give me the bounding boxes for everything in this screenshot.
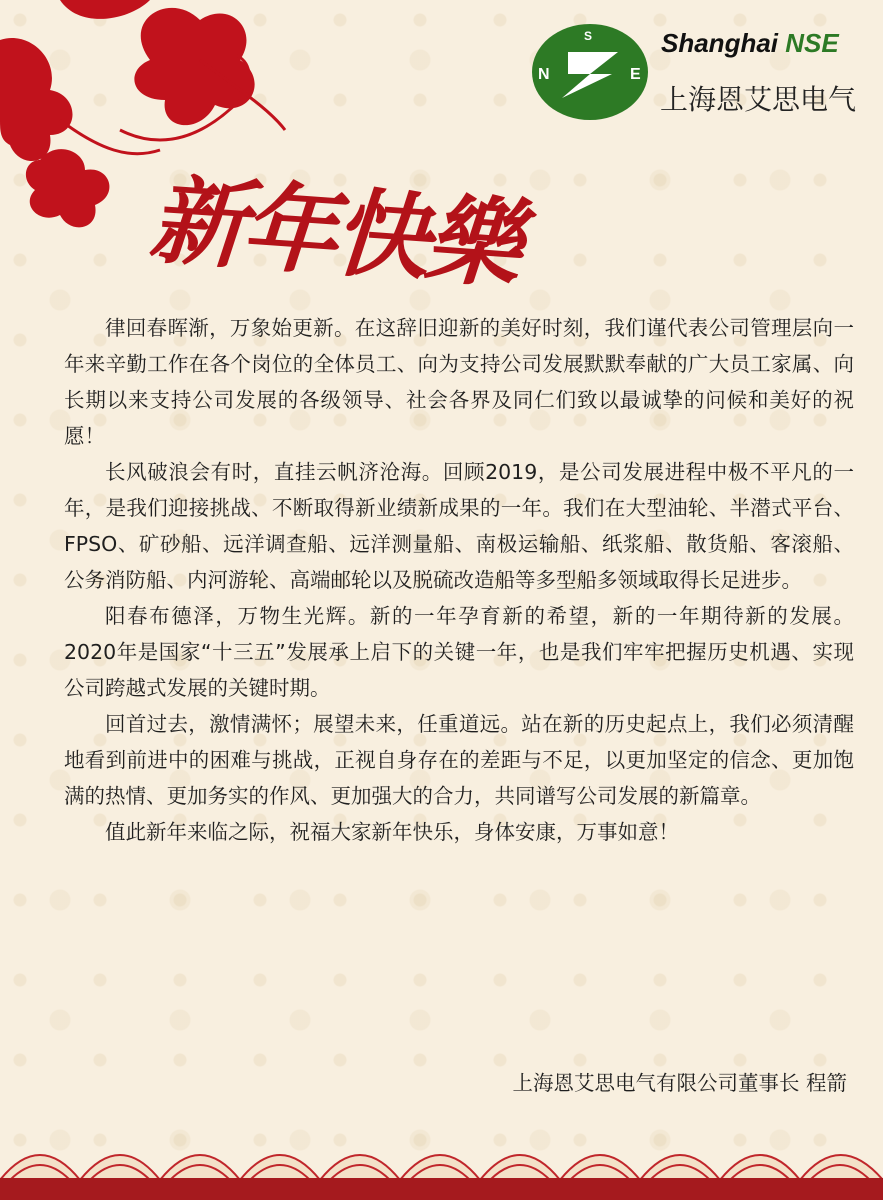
letter-body	[64, 310, 854, 850]
brand-name-accent: NSE	[785, 28, 839, 58]
brand-name-prefix: Shanghai	[661, 28, 786, 58]
letter-paragraph: 律回春晖渐，万象始更新。在这辞旧迎新的美好时刻，我们谨代表公司管理层向一年来辛勤工作在各个岗位的全体员工、向为支持公司发展默默奉献的广大员工家属、向长期以来支持公司发展的各级领导、社会各界及同仁们致以最诚挚的问候和美好的祝愿！	[64, 316, 854, 448]
brand-name-chinese: 上海恩艾思电气	[660, 83, 857, 116]
greeting-title: 新年快樂	[146, 163, 522, 302]
logo-letter-s: S	[584, 29, 593, 43]
logo-letter-n: N	[538, 66, 550, 83]
letter-paragraph: 阳春布德泽，万物生光辉。新的一年孕育新的希望，新的一年期待新的发展。2020年是国家“十三五”发展承上启下的关键一年，也是我们牢牢把握历史机遇、实现公司跨越式发展的关键时期。	[64, 604, 854, 700]
logo-letter-e: E	[630, 66, 641, 83]
bottom-red-band	[0, 1178, 883, 1200]
letter-signature: 上海恩艾思电气有限公司董事长 程箭	[512, 1071, 847, 1095]
company-logo-icon	[530, 22, 650, 122]
letter-paragraph: 值此新年来临之际，祝福大家新年快乐，身体安康，万事如意！	[105, 820, 679, 844]
letter-paragraph: 长风破浪会有时，直挂云帆济沧海。回顾2019，是公司发展进程中极不平凡的一年，是我们迎接挑战、不断取得新业绩新成果的一年。我们在大型油轮、半潜式平台、FPSO、矿砂船、远洋调查船、远洋测量船、南极运输船、纸浆船、散货船、客滚船、公务消防船、内河游轮、高端邮轮以及脱硫改造船等多型船多领域取得长足进步。	[64, 460, 854, 592]
brand-name-english	[661, 28, 839, 59]
letter-paragraph: 回首过去，激情满怀；展望未来，任重道远。站在新的历史起点上，我们必须清醒地看到前进中的困难与挑战，正视自身存在的差距与不足，以更加坚定的信念、更加饱满的热情、更加务实的作风、更加强大的合力，共同谱写公司发展的新篇章。	[64, 712, 854, 808]
